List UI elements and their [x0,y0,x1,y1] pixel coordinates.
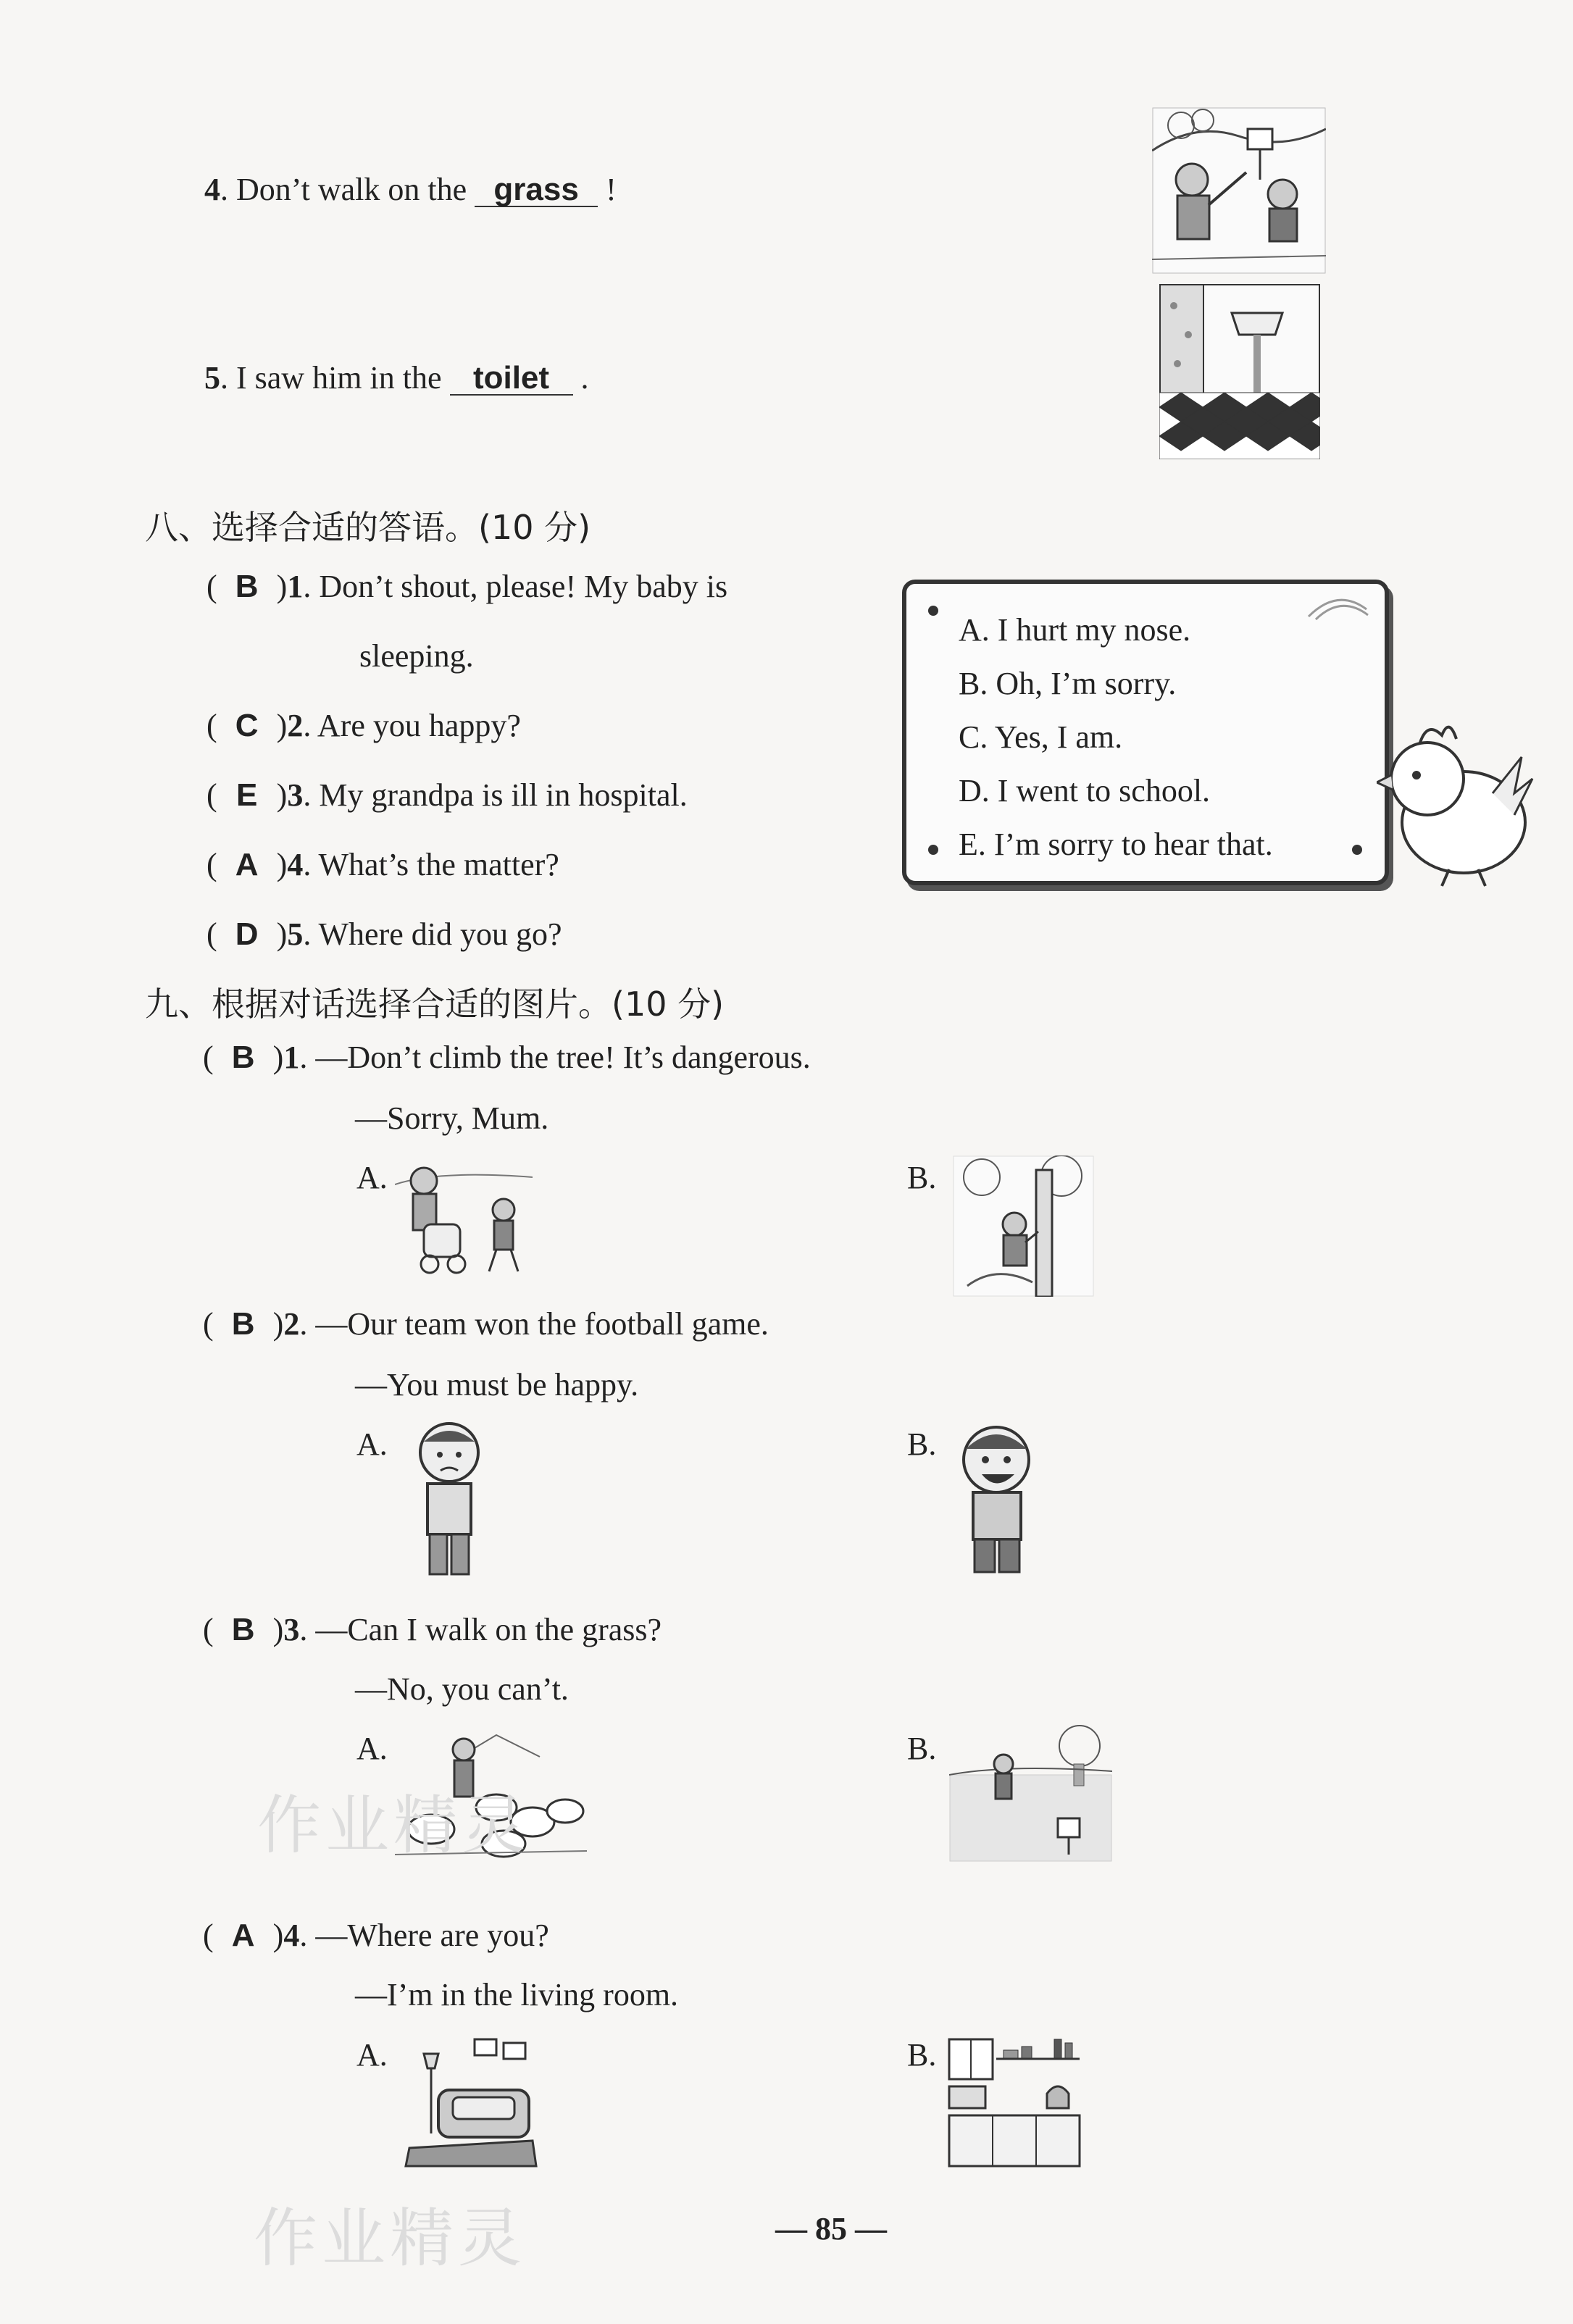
item-text: I saw him in the [236,360,442,396]
dialogue-line: —Where are you? [315,1918,549,1953]
section8-heading: 八、选择合适的答语。(10 分) [145,508,591,547]
living-room-sofa-picture [402,2032,540,2170]
answer-letter: B [231,1306,255,1342]
dialogue-line: —Can I walk on the grass? [315,1612,662,1647]
option-b-label: B. [907,1426,937,1462]
s9-question-3-reply: —No, you can’t. [355,1671,569,1707]
question-text: What’s the matter? [318,847,559,882]
kitchen-picture [946,2036,1083,2170]
s9-question-1-reply: —Sorry, Mum. [355,1100,549,1136]
option-b-label: B. [907,2037,937,2073]
s7-item-5: 5. I saw him in the toilet . [204,360,589,396]
answer-options-box [902,580,1389,885]
s7-item-4: 4. Don’t walk on the grass ! [204,172,617,207]
dialogue-line: —Our team won the football game. [315,1306,769,1342]
answer-letter: A [235,847,259,882]
page-number: — 85 — [775,2211,887,2246]
option-b-label: B. [907,1731,937,1766]
bolt-decoration [928,845,938,855]
item-punct: . [580,360,589,396]
item-punct: ! [606,172,617,207]
question-number: 4 [283,1918,300,1953]
question-number: 1 [287,569,304,604]
s9-question-3: ( B )3. —Can I walk on the grass? [203,1612,662,1647]
answer-letter: B [235,569,259,604]
s9-question-4-reply: —I’m in the living room. [355,1977,679,2012]
s9-question-2: ( B )2. —Our team won the football game. [203,1306,769,1342]
question-number: 4 [287,847,304,882]
dialogue-line: —Don’t climb the tree! It’s dangerous. [315,1040,811,1075]
watermark: 作业精灵 [257,1788,530,1863]
question-number: 3 [287,777,304,813]
question-number: 5 [287,916,304,952]
option-d: D. I went to school. [959,773,1211,808]
question-text: Where did you go? [318,916,562,952]
item-number: 5 [204,360,220,396]
answer-letter: D [235,916,259,952]
option-a-label: A. [356,1426,388,1462]
boy-on-grass-with-sign-picture [949,1724,1112,1862]
happy-boy-picture [946,1420,1054,1583]
answer-letter: B [231,1612,255,1647]
question-text: Are you happy? [317,708,521,743]
item-number: 4 [204,172,220,207]
answer-blank: grass [475,174,598,207]
bolt-decoration [928,606,938,616]
s9-question-2-reply: —You must be happy. [355,1367,639,1403]
s8-question-2: ( C )2. Are you happy? [206,708,521,743]
answer-letter: B [231,1040,255,1075]
answer-letter: C [235,708,259,743]
swirl-decoration [1301,588,1374,624]
s8-question-1-cont: sleeping. [359,638,474,674]
s9-question-4: ( A )4. —Where are you? [203,1918,549,1953]
option-a-label: A. [356,1731,388,1766]
section9-heading: 九、根据对话选择合适的图片。(10 分) [145,985,725,1024]
option-a-label: A. [356,2037,388,2073]
answer-letter: E [235,777,258,813]
sad-boy-picture [406,1420,493,1583]
option-e: E. I’m sorry to hear that. [959,827,1273,862]
option-c: C. Yes, I am. [959,719,1123,755]
bolt-decoration [1352,845,1362,855]
s9-question-1: ( B )1. —Don’t climb the tree! It’s dangerous. [203,1040,811,1075]
s8-question-5: ( D )5. Where did you go? [206,916,562,952]
question-number: 2 [287,708,304,743]
s8-question-1: ( B )1. Don’t shout, please! My baby is [206,569,728,604]
s8-question-4: ( A )4. What’s the matter? [206,847,559,882]
question-number: 1 [283,1040,300,1075]
boy-climbing-tree-picture [953,1155,1094,1297]
answer-blank: toilet [450,362,573,396]
option-a: A. I hurt my nose. [959,612,1191,648]
watermark: 作业精灵 [254,2201,527,2275]
option-b-label: B. [907,1160,937,1195]
s8-question-3: ( E )3. My grandpa is ill in hospital. [206,777,688,813]
question-number: 3 [283,1612,300,1647]
option-a-label: A. [356,1160,388,1195]
bird-mascot-picture [1377,714,1536,887]
question-text: My grandpa is ill in hospital. [319,777,688,813]
answer-letter: A [231,1918,255,1953]
question-number: 2 [283,1306,300,1342]
option-b: B. Oh, I’m sorry. [959,666,1177,701]
park-sign-picture [1152,107,1326,274]
question-text: Don’t shout, please! My baby is [319,569,728,604]
toilet-picture [1159,284,1320,459]
item-text: Don’t walk on the [236,172,467,207]
mother-stroller-picture [395,1155,533,1286]
